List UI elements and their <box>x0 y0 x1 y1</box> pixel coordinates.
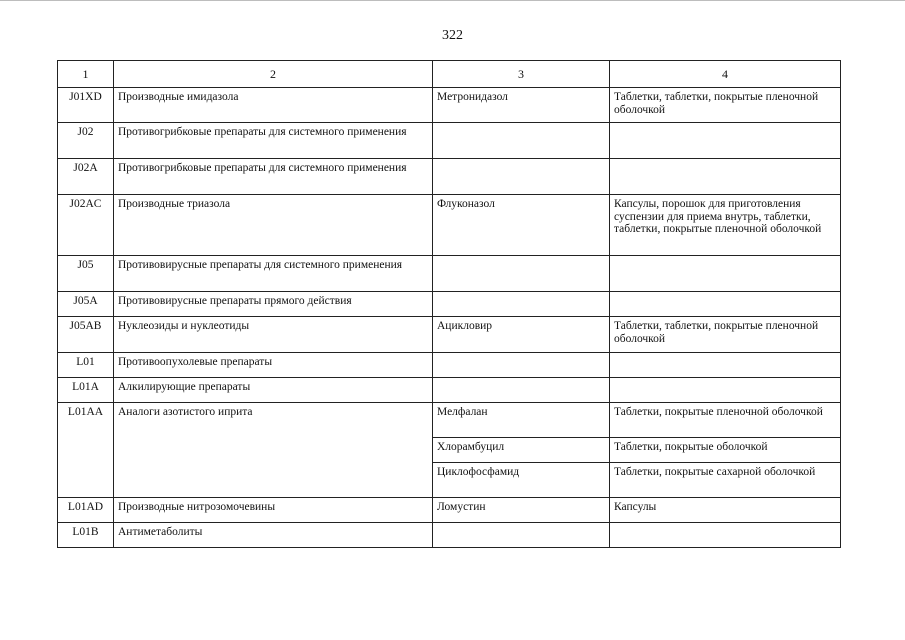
drug-name-cell <box>433 378 610 403</box>
header-cell-code: 1 <box>58 61 114 88</box>
table-row <box>58 403 841 438</box>
header-cell-form: 4 <box>610 61 841 88</box>
drug-name-cell <box>433 353 610 378</box>
group-name-cell: Противовирусные препараты для системного применения <box>114 256 433 292</box>
drug-name-cell <box>433 123 610 159</box>
atc-code-cell: J05AB <box>58 317 114 353</box>
atc-code-cell: J02A <box>58 159 114 195</box>
dosage-form-cell <box>610 523 841 548</box>
dosage-form-cell <box>610 159 841 195</box>
table-row <box>58 159 841 195</box>
group-name-cell: Производные триазола <box>114 195 433 256</box>
group-name-cell: Производные нитрозомочевины <box>114 498 433 523</box>
dosage-form-cell <box>610 292 841 317</box>
table-row <box>58 317 841 353</box>
dosage-form-cell <box>610 353 841 378</box>
dosage-form-cell: Таблетки, покрытые оболочкой <box>610 438 841 463</box>
group-name-cell: Аналоги азотистого иприта <box>114 403 433 498</box>
table-row <box>58 353 841 378</box>
drug-name-cell <box>433 159 610 195</box>
drug-name-cell: Мелфалан <box>433 403 610 438</box>
group-name-cell: Алкилирующие препараты <box>114 378 433 403</box>
group-name-cell: Антиметаболиты <box>114 523 433 548</box>
atc-code-cell: J02AC <box>58 195 114 256</box>
atc-code-cell: J05 <box>58 256 114 292</box>
drug-name-cell: Циклофосфамид <box>433 463 610 498</box>
atc-code-cell: L01AA <box>58 403 114 498</box>
header-row <box>58 61 841 88</box>
drug-name-cell <box>433 523 610 548</box>
group-name-cell: Противовирусные препараты прямого действия <box>114 292 433 317</box>
table-row <box>58 123 841 159</box>
group-name-cell: Противогрибковые препараты для системного применения <box>114 123 433 159</box>
dosage-form-cell: Таблетки, таблетки, покрытые пленочной оболочкой <box>610 88 841 123</box>
dosage-form-cell: Капсулы, порошок для приготовления суспензии для приема внутрь, таблетки, таблетки, покрытые пленочной оболочкой <box>610 195 841 256</box>
dosage-form-cell <box>610 378 841 403</box>
group-name-cell: Противогрибковые препараты для системного применения <box>114 159 433 195</box>
header-cell-group: 2 <box>114 61 433 88</box>
drug-name-cell: Ацикловир <box>433 317 610 353</box>
dosage-form-cell <box>610 256 841 292</box>
table-row <box>58 523 841 548</box>
group-name-cell: Производные имидазола <box>114 88 433 123</box>
dosage-form-cell: Капсулы <box>610 498 841 523</box>
table-row <box>58 292 841 317</box>
drug-name-cell <box>433 256 610 292</box>
atc-code-cell: L01B <box>58 523 114 548</box>
atc-code-cell: L01 <box>58 353 114 378</box>
table-row <box>58 378 841 403</box>
group-name-cell: Нуклеозиды и нуклеотиды <box>114 317 433 353</box>
top-edge-rule <box>0 0 905 1</box>
atc-code-cell: L01A <box>58 378 114 403</box>
drug-classification-table <box>57 60 841 548</box>
dosage-form-cell: Таблетки, покрытые пленочной оболочкой <box>610 403 841 438</box>
table-row <box>58 256 841 292</box>
page-number: 322 <box>442 28 463 43</box>
group-name-cell: Противоопухолевые препараты <box>114 353 433 378</box>
header-cell-drug: 3 <box>433 61 610 88</box>
table-row <box>58 498 841 523</box>
drug-name-cell: Хлорамбуцил <box>433 438 610 463</box>
dosage-form-cell <box>610 123 841 159</box>
drug-name-cell <box>433 292 610 317</box>
atc-code-cell: L01AD <box>58 498 114 523</box>
table-row <box>58 195 841 256</box>
atc-code-cell: J05A <box>58 292 114 317</box>
atc-code-cell: J02 <box>58 123 114 159</box>
drug-name-cell: Ломустин <box>433 498 610 523</box>
dosage-form-cell: Таблетки, покрытые сахарной оболочкой <box>610 463 841 498</box>
atc-code-cell: J01XD <box>58 88 114 123</box>
drug-name-cell: Метронидазол <box>433 88 610 123</box>
table-row <box>58 88 841 123</box>
dosage-form-cell: Таблетки, таблетки, покрытые пленочной оболочкой <box>610 317 841 353</box>
drug-name-cell: Флуконазол <box>433 195 610 256</box>
